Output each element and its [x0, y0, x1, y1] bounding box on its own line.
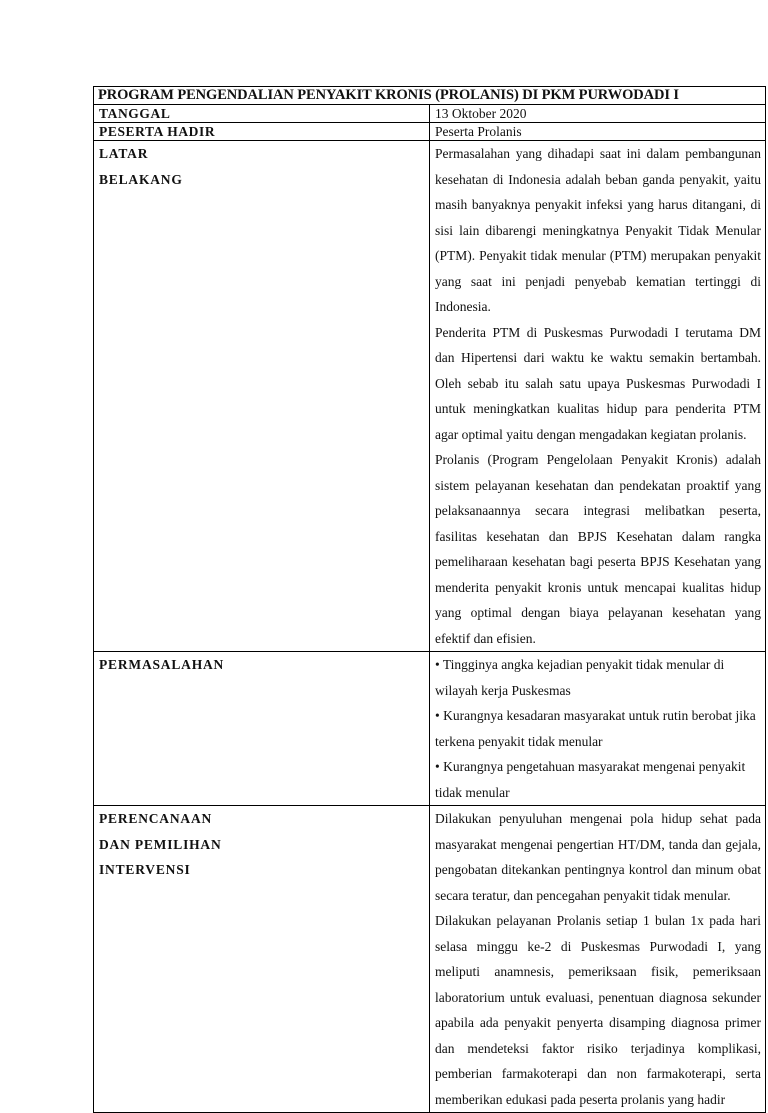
perencanaan-label-line-1: PERENCANAAN — [99, 811, 213, 826]
perencanaan-paragraph-1: Dilakukan penyuluhan mengenai pola hidup sehat pada masyarakat mengenai pengertian HT/DM, tanda dan gejala, pengobatan ditekankan pentingnya kontrol dan minum obat secara teratur, dan pencegahan penyakit tidak menular. — [435, 811, 761, 903]
permasalahan-list — [430, 652, 766, 806]
perencanaan-label — [94, 806, 430, 1113]
perencanaan-content — [430, 806, 766, 1113]
latar-content — [430, 141, 766, 652]
permasalahan-label: PERMASALAHAN — [94, 652, 430, 806]
prolanis-report-table — [93, 86, 766, 1113]
latar-row — [94, 141, 766, 652]
latar-paragraph-2: Penderita PTM di Puskesmas Purwodadi I terutama DM dan Hipertensi dari waktu ke waktu semakin bertambah. Oleh sebab itu salah satu upaya Puskesmas Purwodadi I untuk meningkatkan kualitas hidup para penderita PTM agar optimal yaitu dengan mengadakan kegiatan prolanis. — [435, 324, 761, 442]
document-title: PROGRAM PENGENDALIAN PENYAKIT KRONIS (PROLANIS) DI PKM PURWODADI I — [94, 87, 766, 105]
permasalahan-item-3: • Kurangnya pengetahuan masyarakat mengenai penyakit tidak menular — [435, 759, 746, 800]
permasalahan-item-1: • Tingginya angka kejadian penyakit tidak menular di wilayah kerja Puskesmas — [435, 657, 725, 698]
latar-paragraph-1: Permasalahan yang dihadapi saat ini dalam pembangunan kesehatan di Indonesia adalah beban ganda penyakit, yaitu masih banyaknya penyakit infeksi yang harus ditangani, di sisi lain dibarengi meningkatnya Penyakit Tidak Menular (PTM). Penyakit tidak menular (PTM) merupakan penyakit yang saat ini penjadi penyebab kematian tertinggi di Indonesia. — [435, 146, 761, 314]
peserta-label: PESERTA HADIR — [94, 123, 430, 141]
tanggal-row — [94, 105, 766, 123]
title-row — [94, 87, 766, 105]
permasalahan-item-2: • Kurangnya kesadaran masyarakat untuk rutin berobat jika terkena penyakit tidak menular — [435, 708, 756, 749]
perencanaan-row — [94, 806, 766, 1113]
latar-label-line-2: BELAKANG — [99, 171, 183, 187]
latar-label — [94, 141, 430, 652]
permasalahan-row — [94, 652, 766, 806]
latar-paragraph-3: Prolanis (Program Pengelolaan Penyakit Kronis) adalah sistem pelayanan kesehatan dan pendekatan proaktif yang pelaksanaannya secara integrasi melibatkan peserta, fasilitas kesehatan dan BPJS Kesehatan dalam rangka pemeliharaan kesehatan bagi peserta BPJS Kesehatan yang menderita penyakit kronis untuk mencapai kualitas hidup yang optimal dengan biaya pelayanan kesehatan yang efektif dan efisien. — [435, 452, 761, 646]
tanggal-value: 13 Oktober 2020 — [430, 105, 766, 123]
perencanaan-paragraph-2: Dilakukan pelayanan Prolanis setiap 1 bulan 1x pada hari selasa minggu ke-2 di Puskesmas Purwodadi I, yang meliputi anamnesis, pemeriksaan fisik, pemeriksaan laboratorium untuk evaluasi, penentuan diagnosa sekunder apabila ada penyakit penyerta disamping diagnosa primer dan mendeteksi faktor risiko terjadinya komplikasi, pemberian farmakoterapi dan non farmakoterapi, serta memberikan edukasi pada peserta prolanis yang hadir — [435, 913, 761, 1107]
perencanaan-label-line-2: DAN PEMILIHAN — [99, 836, 222, 852]
tanggal-label: TANGGAL — [94, 105, 430, 123]
peserta-value: Peserta Prolanis — [430, 123, 766, 141]
peserta-row — [94, 123, 766, 141]
perencanaan-label-line-3: INTERVENSI — [99, 862, 191, 877]
latar-label-line-1: LATAR — [99, 146, 149, 161]
